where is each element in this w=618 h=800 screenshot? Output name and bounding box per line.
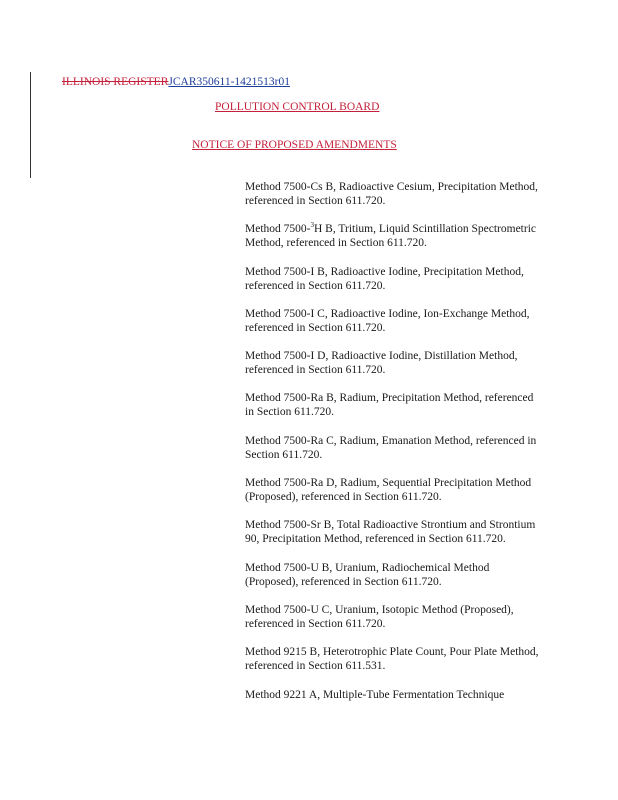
method-entry: Method 7500-Cs B, Radioactive Cesium, Precipitation Method, referenced in Section 611.720. <box>245 181 538 207</box>
method-entry: Method 7500-Sr B, Total Radioactive Strontium and Strontium 90, Precipitation Method, referenced in Section 611.720. <box>245 519 536 546</box>
register-header <box>62 76 290 88</box>
method-entry: Method 9221 A, Multiple-Tube Fermentation Technique <box>245 688 505 701</box>
method-entry: Method 7500-U B, Uranium, Radiochemical Method (Proposed), referenced in Section 611.720. <box>245 561 490 588</box>
method-entry: Method 7500-Ra D, Radium, Sequential Precipitation Method (Proposed), referenced in Section 611.720. <box>245 477 532 504</box>
revision-bar <box>30 72 31 178</box>
method-entry: Method 7500-I B, Radioactive Iodine, Precipitation Method, referenced in Section 611.720. <box>245 265 524 292</box>
method-list <box>245 180 545 716</box>
register-title-struck: ILLINOIS REGISTER <box>62 76 169 88</box>
method-entry: Method 7500-Ra B, Radium, Precipitation Method, referenced in Section 611.720. <box>245 392 534 419</box>
method-entry: Method 7500-Ra C, Radium, Emanation Method, referenced in Section 611.720. <box>245 434 537 461</box>
method-entry: Method 7500-I D, Radioactive Iodine, Distillation Method, referenced in Section 611.720. <box>245 350 518 377</box>
method-entry: Method 9215 B, Heterotrophic Plate Count, Pour Plate Method, referenced in Section 611.531. <box>245 646 539 673</box>
agency-title: POLLUTION CONTROL BOARD <box>215 101 380 113</box>
register-id-inserted: JCAR350611-1421513r01 <box>168 76 290 88</box>
method-entry: Method 7500-U C, Uranium, Isotopic Method (Proposed), referenced in Section 611.720. <box>245 603 514 630</box>
method-entry: Method 7500-I C, Radioactive Iodine, Ion-Exchange Method, referenced in Section 611.720. <box>245 307 530 334</box>
notice-title: NOTICE OF PROPOSED AMENDMENTS <box>192 139 397 151</box>
method-entry: Method 7500-$^3$H B, Tritium, Liquid Scintillation Spectrometric Method, referenced in Section 611.720. <box>245 221 536 250</box>
